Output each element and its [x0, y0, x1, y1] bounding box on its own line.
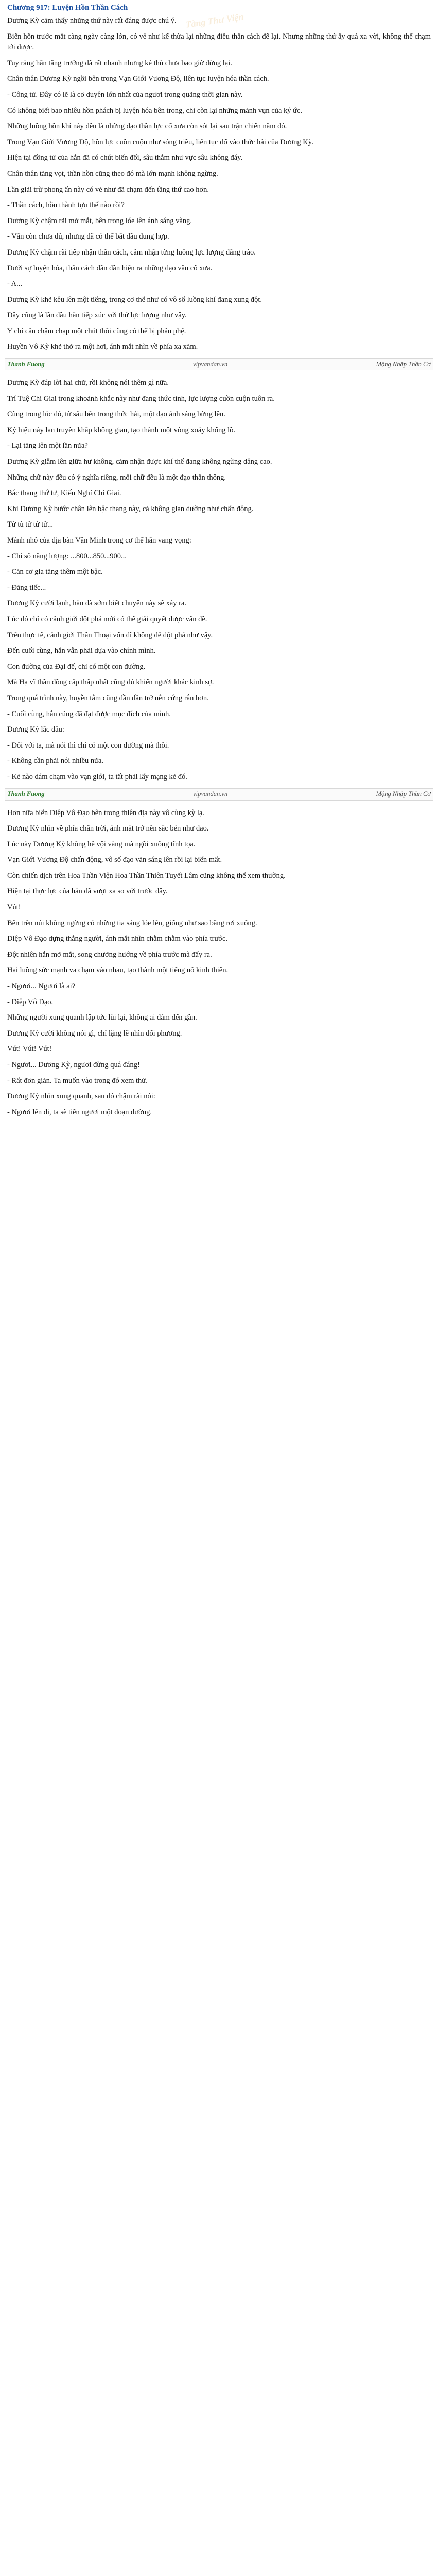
paragraph: Vút!: [7, 903, 21, 912]
paragraph: Dương Kỳ lắc đầu:: [7, 725, 64, 734]
paragraph: - Ngươi... Dương Kỳ, ngươi đừng quá đáng!: [7, 1061, 140, 1069]
paragraph: Huyền Vô Kỳ khẽ thở ra một hơi, ánh mắt nhìn về phía xa xăm.: [7, 343, 198, 351]
paragraph: Hai luồng sức mạnh va chạm vào nhau, tạo thành một tiếng nổ kinh thiên.: [7, 966, 229, 975]
paragraph: Trong quá trình này, huyền tâm cũng dần dần trở nên cứng rắn hơn.: [7, 693, 209, 702]
content-block: [5, 808, 433, 1118]
content-block: [5, 378, 433, 783]
paragraph: Trí Tuệ Chi Giai trong khoảnh khắc này như đang thức tỉnh, lực lượng cuồn cuộn tuôn ra.: [7, 394, 275, 403]
paragraph: Còn chiến dịch trên Hoa Thần Viện Hoa Thần Thiên Tuyết Lâm cũng không thể xem thường.: [7, 871, 286, 880]
footer-site: vipvandan.vn: [193, 790, 228, 798]
paragraph: Đây cũng là lần đầu hắn tiếp xúc với thứ lực lượng như vậy.: [7, 311, 187, 320]
paragraph: Trên thực tế, cảnh giới Thần Thoại vốn dĩ không dễ đột phá như vậy.: [7, 631, 213, 639]
paragraph: - Lại tăng lên một lần nữa?: [7, 442, 88, 450]
paragraph: Hiện tại thực lực của hắn đã vượt xa so với trước đây.: [7, 887, 168, 896]
section-divider: [5, 788, 433, 801]
paragraph: - Ngươi... Ngươi là ai?: [7, 982, 76, 991]
paragraph: Cũng trong lúc đó, từ sâu bên trong thức hải, một đạo ánh sáng bừng lên.: [7, 410, 225, 419]
paragraph: Con đường của Đại đế, chỉ có một con đường.: [7, 662, 146, 671]
paragraph: Diệp Vô Đạo dựng thẳng người, ánh mắt nhìn chằm chằm vào phía trước.: [7, 935, 228, 943]
paragraph: Dương Kỳ đáp lời hai chữ, rồi không nói thêm gì nữa.: [7, 379, 169, 387]
paragraph: Những người xung quanh lập tức lùi lại, không ai dám đến gần.: [7, 1013, 197, 1022]
paragraph: Dương Kỳ giẫm lên giữa hư không, cảm nhận được khí thế đang không ngừng dâng cao.: [7, 457, 272, 466]
footer-author: Thanh Fuong: [7, 360, 45, 368]
paragraph: Đến cuối cùng, hắn vẫn phải dựa vào chính mình.: [7, 647, 156, 655]
paragraph: Chân thân tăng vọt, thần hồn cũng theo đó mà lớn mạnh không ngừng.: [7, 169, 218, 178]
paragraph: Dương Kỳ cười lạnh, hắn đã sớm biết chuyện này sẽ xảy ra.: [7, 599, 186, 608]
paragraph: Mảnh nhỏ của địa bàn Vân Minh trong cơ thể hắn vang vọng:: [7, 536, 191, 545]
paragraph: Lúc đó chỉ có cảnh giới đột phá mới có thể giải quyết được vấn đề.: [7, 615, 207, 623]
paragraph: Biển hồn trước mắt càng ngày càng lớn, có vẻ như kế thừa lại những điều thần cách để lại. Nhưng những thứ ấy quá xa vời, không thể chạm tới được.: [7, 32, 431, 52]
paragraph: - Không cần phải nói nhiều nữa.: [7, 757, 104, 766]
paragraph: - Ngươi lên đi, ta sẽ tiễn ngươi một đoạn đường.: [7, 1108, 152, 1116]
paragraph: Tử tù tử tử tử...: [7, 520, 54, 529]
paragraph: Ký hiệu này lan truyền khắp không gian, tạo thành một vòng xoáy khổng lồ.: [7, 426, 235, 434]
paragraph: Lúc này Dương Kỳ không hề vội vàng mà ngồi xuống tĩnh tọa.: [7, 840, 196, 849]
paragraph: Vút! Vút! Vút!: [7, 1045, 52, 1054]
paragraph: - Đối với ta, mà nói thì chỉ có một con đường mà thôi.: [7, 741, 169, 750]
paragraph: Dương Kỳ nhìn xung quanh, sau đó chậm rãi nói:: [7, 1092, 155, 1101]
paragraph: Dương Kỳ cảm thấy những thứ này rất đáng được chú ý.: [7, 16, 177, 25]
paragraph: Dương Kỳ khẽ kêu lên một tiếng, trong cơ thể như có vô số luồng khí đang xung đột.: [7, 295, 262, 304]
paragraph: - Căn cơ gia tăng thêm một bậc.: [7, 568, 103, 577]
paragraph: Bác thang thứ tư, Kiến Nghĩ Chi Giai.: [7, 489, 121, 498]
content-block: [5, 15, 433, 353]
paragraph: Dương Kỳ nhìn về phía chân trời, ánh mắt trở nên sắc bén như đao.: [7, 824, 209, 833]
paragraph: - Cuối cùng, hắn cũng đã đạt được mục đích của mình.: [7, 709, 171, 718]
paragraph: Những chữ này đều có ý nghĩa riêng, mỗi chữ đều là một đạo thần thông.: [7, 473, 226, 482]
paragraph: Vạn Giới Vương Độ chấn động, vô số đạo văn sáng lên rồi lại biến mất.: [7, 856, 222, 865]
paragraph: - Vẫn còn chưa đủ, nhưng đã có thể bắt đầu dung hợp.: [7, 232, 169, 241]
paragraph: Những luồng hồn khí này đều là những đạo thần lực cổ xưa còn sót lại sau trận chiến năm đó.: [7, 122, 287, 131]
paragraph: Mà Hạ vĩ thần đồng cấp thấp nhất cũng đủ khiến người khác kinh sợ.: [7, 678, 214, 687]
paragraph: - Thần cách, hồn thành tựu thế nào rồi?: [7, 201, 125, 210]
paragraph: Dương Kỳ chậm rãi tiếp nhận thần cách, cảm nhận từng luồng lực lượng dâng trào.: [7, 248, 256, 257]
paragraph: Có không biết bao nhiêu hồn phách bị luyện hóa bên trong, chỉ còn lại những mảnh vụn của ký ức.: [7, 106, 303, 115]
footer-team: Mộng Nhập Thần Cơ: [376, 790, 431, 798]
paragraph: Dương Kỳ cười không nói gì, chỉ lặng lẽ nhìn đối phương.: [7, 1029, 182, 1038]
paragraph: Dưới sự luyện hóa, thần cách dần dần hiện ra những đạo văn cổ xưa.: [7, 264, 213, 273]
paragraph: Dương Kỳ chậm rãi mở mắt, bên trong lóe lên ánh sáng vàng.: [7, 216, 192, 225]
watermark: Tàng Thư Viện: [185, 11, 244, 30]
paragraph: - Rất đơn giản. Ta muốn vào trong đó xem thử.: [7, 1076, 148, 1085]
paragraph: Hiện tại đồng tử của hắn đã có chút biến đổi, sâu thẳm như vực sâu không đáy.: [7, 154, 243, 162]
paragraph: Khi Dương Kỳ bước chân lên bậc thang này, cả không gian dường như chấn động.: [7, 504, 254, 513]
paragraph: - Công tử. Đây có lẽ là cơ duyên lớn nhất của ngươi trong quãng thời gian này.: [7, 90, 243, 99]
paragraph: Bên trên núi không ngừng có những tia sáng lóe lên, giống như sao băng rơi xuống.: [7, 919, 257, 927]
paragraph: Đột nhiên hắn mở mắt, song chưởng hướng về phía trước mà đẩy ra.: [7, 950, 212, 959]
paragraph: - Kẻ nào dám chạm vào vạn giới, ta tất phải lấy mạng kẻ đó.: [7, 772, 187, 781]
section-divider: [5, 358, 433, 370]
paragraph: Lần giải trừ phong ấn này có vẻ như đã chạm đến tầng thứ cao hơn.: [7, 185, 209, 194]
chapter-title: Chương 917: Luyện Hồn Thần Cách: [7, 4, 128, 12]
paragraph: - Chỉ số năng lượng: ...800...850...900...: [7, 552, 127, 561]
footer-site: vipvandan.vn: [193, 360, 228, 368]
paragraph: Tuy rằng hắn tăng trưởng đã rất nhanh nhưng kẻ thù chưa bao giờ dừng lại.: [7, 59, 232, 67]
paragraph: Hơn nữa biển Diệp Vô Đạo bên trong thiên địa này vô cùng kỳ lạ.: [7, 808, 204, 817]
paragraph: Y chỉ cần chậm chạp một chút thôi cũng có thể bị phản phệ.: [7, 327, 186, 335]
paragraph: - A...: [7, 280, 22, 289]
paragraph: - Đăng tiếc...: [7, 583, 46, 592]
paragraph: Trong Vạn Giới Vương Độ, hồn lực cuồn cuộn như sóng triều, liên tục đổ vào thức hải của Dương Kỳ.: [7, 138, 314, 146]
paragraph: - Diệp Vô Đạo.: [7, 997, 54, 1006]
paragraph: Chân thân Dương Kỳ ngồi bên trong Vạn Giới Vương Độ, liên tục luyện hóa thần cách.: [7, 75, 269, 83]
footer-author: Thanh Fuong: [7, 790, 45, 798]
footer-team: Mộng Nhập Thần Cơ: [376, 360, 431, 368]
